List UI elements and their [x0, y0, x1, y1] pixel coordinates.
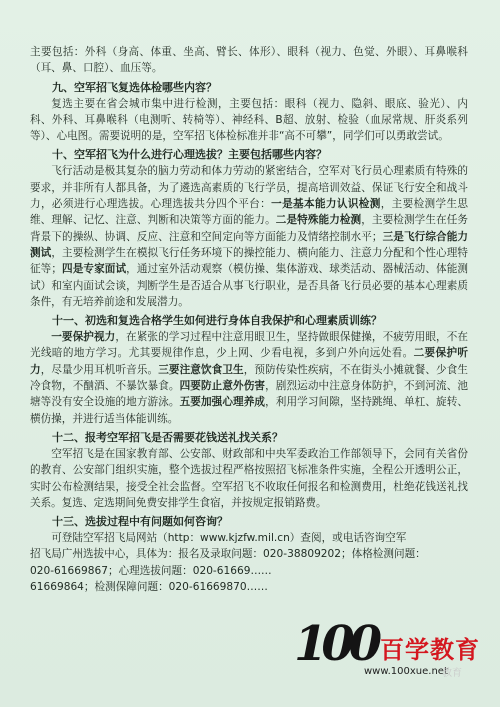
document-body: [30, 44, 468, 595]
section-heading-11: 十一、初选和复选合格学生如何进行身体自我保护和心理素质训练？: [52, 314, 382, 328]
logo-brand: 百学教育: [380, 636, 480, 664]
paragraph-no-gifts: 空军招飞是在国家教育部、公安部、财政部和中央军委政治工作部领导下，会同有关省份的教育、公安部门组织实施，整个选拔过程严格按照招飞标准条件实施，全程公开透明公正，实时公布检测结果，接受全社会监督。空军招飞不收取任何报名和检测费用，杜绝花钱送礼找关系。复选、定选期间免费安排学生食宿，并按规定报销路费。: [30, 447, 468, 509]
paragraph-exam-items: 主要包括：外科（身高、体重、坐高、臂长、体形）、眼科（视力、色觉、外眼）、耳鼻喉科（耳、鼻、口腔）、血压等。: [30, 46, 468, 75]
contact-line-1: 可登陆空军招飞局网站（http：www.kjzfw.mil.cn）查阅，或电话咨询空军: [51, 532, 407, 545]
section-heading-9: 九、空军招飞复选体检哪些内容？: [52, 80, 217, 94]
paragraph-psych-selection: 飞行活动是极其复杂的脑力劳动和体力劳动的紧密结合，空军对飞行员心理素质有特殊的要求，并非所有人都具备，为了遴选高素质的飞行学员，提高培训效益、保证飞行安全和战斗力，必须进行心理选拔。心理选拔共分四个平台：一是基本能力认识检测，主要检测学生思维、理解、记忆、注意、判断和决策等方面的能力。二是特殊能力检测，主要检测学生在任务背景下的操纵、协调、反应、注意和空间定向等方面能力及情绪控制水平；三是飞行综合能力测试，主要检测学生在模拟飞行任务环境下的操控能力、横向能力、注意力分配和个性心理特征等；四是专家面试，通过室外活动观察（模仿操、集体游戏、球类活动、器械活动、体能测试）和室内面试会谈，判断学生是否适合从事飞行职业，是否具备飞行员必要的基本心理素质条件，有无培养前途和发展潜力。: [30, 165, 469, 308]
contact-line-3: 020-61669867；心理选拔问题：020-61669……: [30, 564, 272, 577]
logo-number: 100: [294, 616, 377, 672]
section-heading-12: 十二、报考空军招飞是否需要花钱送礼找关系？: [52, 430, 283, 444]
logo-watermark-text: 教育: [442, 668, 462, 679]
section-heading-10: 十、空军招飞为什么进行心理选拔？主要包括哪些内容？: [52, 148, 327, 162]
contact-line-2: 招飞局广州选拔中心，具体为：报名及录取问题：020-38809202；体格检测问题：: [30, 548, 426, 561]
contact-line-4: 61669864；检测保障问题：020-61669870……: [30, 581, 268, 594]
watermark-logo: [294, 618, 484, 684]
paragraph-self-protection: 一要保护视力，在紧张的学习过程中注意用眼卫生，坚持做眼保健操，不疲劳用眼，不在光线暗的地方学习。尤其要规律作息，少上网、少看电视，多到户外向远处看。二要保护听力，尽量少用耳机听音乐。三要注意饮食卫生，预防传染性疾病，不在街头小摊就餐、少食生冷食物，不酗酒、不暴饮暴食。四要防止意外伤害，剧烈运动中注意身体防护，不到河流、池塘等没有安全设施的地方游泳。五要加强心理养成，利用学习间隙，坚持跳绳、单杠、旋转、横仿操，并进行适当体能训练。: [30, 331, 469, 425]
paragraph-reexam: 复选主要在省会城市集中进行检测，主要包括：眼科（视力、隐斜、眼底、验光）、内科、外科、耳鼻喉科（电测听、转椅等）、神经科、B超、放射、检验（血尿常规、肝炎系列等）、心电图。需要说明的是，空军招飞体检标准并非“高不可攀”，同学们可以勇敢尝试。: [30, 97, 468, 143]
section-heading-13: 十三、选拔过程中有问题如何咨询？: [52, 515, 228, 529]
logo-url: www.100xue.net: [364, 666, 448, 677]
